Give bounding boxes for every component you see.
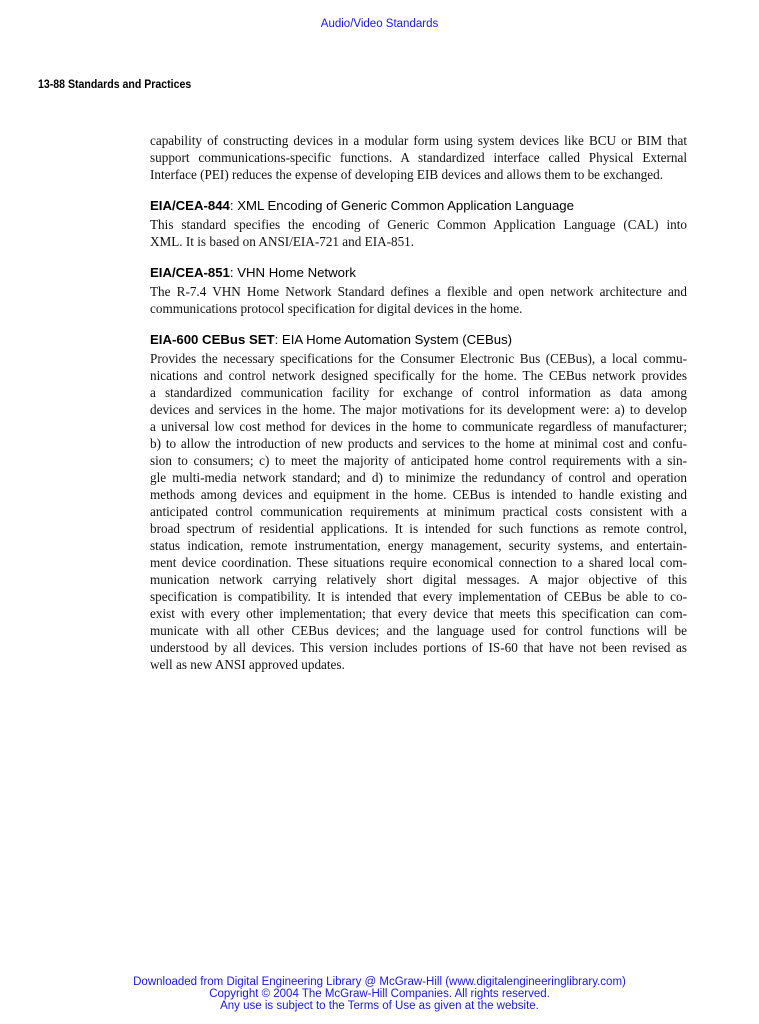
text-line: ment device coordination. These situations require economical connection to a shared local com- xyxy=(150,555,687,570)
text-line: This standard specifies the encoding of Generic Common Application Language (CAL) into xyxy=(150,217,687,232)
text-line: specification is compatibility. It is intended that every implementation of CEBus be able to co- xyxy=(150,589,687,604)
text-line: Provides the necessary specifications for the Consumer Electronic Bus (CEBus), a local commu- xyxy=(150,351,687,366)
text-line: a standardized communication facility for exchange of control information as data among xyxy=(150,385,687,400)
footer-terms[interactable]: Any use is subject to the Terms of Use as given at the website. xyxy=(220,1000,539,1012)
text-line: understood by all devices. This version includes portions of IS-60 that have not been revised as xyxy=(150,640,687,655)
standard-code: EIA/CEA-844 xyxy=(150,198,230,213)
footer xyxy=(0,976,759,1012)
intro-paragraph xyxy=(150,132,687,183)
text-line: b) to allow the introduction of new products and services to the home at minimal cost and confu- xyxy=(150,436,687,451)
text-line: well as new ANSI approved updates. xyxy=(150,657,345,672)
text-line: XML. It is based on ANSI/EIA-721 and EIA-851. xyxy=(150,234,415,249)
section-heading xyxy=(150,196,687,216)
text-line: municate with all other CEBus devices; and the language used for control functions will be xyxy=(150,623,687,638)
standard-title: : VHN Home Network xyxy=(229,265,356,280)
standard-code: EIA/CEA-851 xyxy=(150,265,230,280)
section-heading xyxy=(150,330,687,350)
text-line: communications protocol specification for digital devices in the home. xyxy=(150,301,523,316)
text-line: broad spectrum of residential applications. It is intended for such functions as remote control, xyxy=(150,521,687,536)
section-paragraph xyxy=(150,283,687,317)
text-line: nications and control network designed specifically for the home. The CEBus network provides xyxy=(150,368,687,383)
section-paragraph xyxy=(150,350,687,673)
text-line: The R-7.4 VHN Home Network Standard defines a flexible and open network architecture and xyxy=(150,284,687,299)
footer-copyright[interactable]: Copyright © 2004 The McGraw-Hill Companies. All rights reserved. xyxy=(209,988,550,1000)
standard-code: EIA-600 CEBus SET xyxy=(150,332,275,347)
text-line: gle multi-media network standard; and d) to minimize the redundancy of control and operation xyxy=(150,470,687,485)
document-body xyxy=(150,132,687,673)
footer-download-link[interactable]: Downloaded from Digital Engineering Library @ McGraw-Hill (www.digitalengineeringlibrary.com) xyxy=(133,976,626,988)
text-line: capability of constructing devices in a modular form using system devices like BCU or BIM that xyxy=(150,133,687,148)
text-line: status indication, remote instrumentation, energy management, security systems, and entertain- xyxy=(150,538,687,553)
text-line: Interface (PEI) reduces the expense of developing EIB devices and allows them to be exchanged. xyxy=(150,167,664,182)
section-paragraph xyxy=(150,216,687,250)
standard-section xyxy=(150,263,687,317)
text-line: exist with every other implementation; that every device that meets this specification can com- xyxy=(150,606,687,621)
standard-section xyxy=(150,330,687,673)
section-heading xyxy=(150,263,687,283)
text-line: methods among devices and equipment in the home. CEBus is intended to handle existing and xyxy=(150,487,687,502)
text-line: munication network carrying relatively short digital messages. A major objective of this xyxy=(150,572,687,587)
text-line: support communications-specific functions. A standardized interface called Physical External xyxy=(150,150,687,165)
text-line: a universal low cost method for devices in the home to communicate regardless of manufacturer; xyxy=(150,419,687,434)
standard-title: : EIA Home Automation System (CEBus) xyxy=(274,332,513,347)
text-line: anticipated control communication requirements at minimum practical costs consistent with a xyxy=(150,504,687,519)
running-header: Audio/Video Standards xyxy=(320,18,439,30)
text-line: sion to consumers; c) to meet the majority of anticipated home control requirements with a sin- xyxy=(150,453,687,468)
standard-title: : XML Encoding of Generic Common Application Language xyxy=(229,198,574,213)
text-line: devices and services in the home. The major motivations for its development were: a) to develop xyxy=(150,402,687,417)
standard-section xyxy=(150,196,687,250)
page-header: 13-88 Standards and Practices xyxy=(38,77,192,91)
